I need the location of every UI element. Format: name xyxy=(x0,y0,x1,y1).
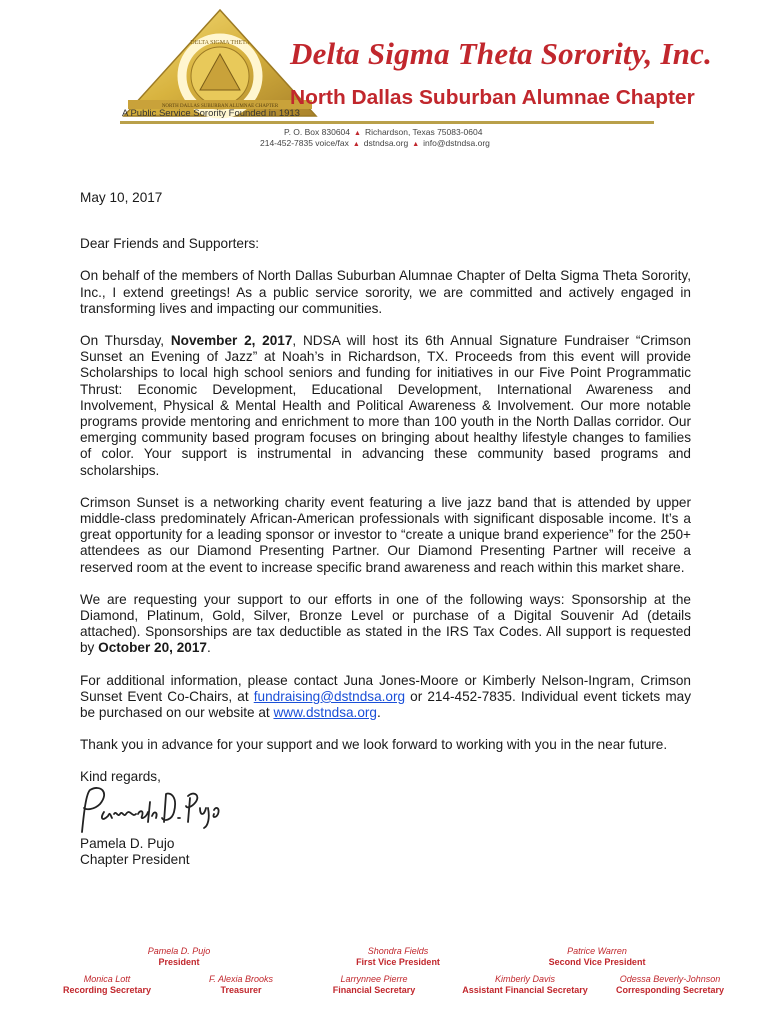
chapter-name: North Dallas Suburban Alumnae Chapter xyxy=(290,86,695,109)
closing: Kind regards, xyxy=(80,769,161,785)
officer-name: Patrice Warren xyxy=(567,946,627,956)
officer-president xyxy=(104,946,254,968)
letter-body xyxy=(80,190,691,868)
officer-treasurer xyxy=(166,974,316,996)
handwritten-signature xyxy=(70,782,240,840)
officer-name: Pamela D. Pujo xyxy=(147,946,211,956)
officer-title: Recording Secretary xyxy=(62,985,152,995)
letter-date: May 10, 2017 xyxy=(80,190,163,205)
org-name: Delta Sigma Theta Sorority, Inc. xyxy=(290,36,713,71)
officer-first-vp xyxy=(323,946,473,968)
officer-name: Monica Lott xyxy=(83,974,131,984)
mailing-address xyxy=(284,127,482,137)
officer-second-vp xyxy=(522,946,672,968)
event-text-a: On Thursday, xyxy=(80,333,171,349)
officer-name: Shondra Fields xyxy=(367,946,429,956)
phone-fax: 214-452-7835 voice/fax xyxy=(260,138,349,148)
officer-title: First Vice President xyxy=(356,957,440,967)
po-box: P. O. Box 830604 xyxy=(284,127,351,137)
officer-title: President xyxy=(158,957,200,967)
triangle-icon: ▲ xyxy=(354,130,361,137)
triangle-icon: ▲ xyxy=(412,141,420,148)
officer-title: Financial Secretary xyxy=(332,985,416,995)
event-text-b: , NDSA will host its 6th Annual Signature Fundraiser “Crimson Sunset an Evening of Jazz” at Noah’s in Richardson, TX. Proceeds from this event will provide Scholarships to local high school seniors and funding for initiatives in our Five Point Programmatic Thrust: Economic Development, Educational Development, International Awareness and Involvement, Physical & Mental Health and Political Awareness & Involvement. Our more notable programs provide mentoring and enrichment to more than 100 youth in the North Dallas corridor. Our emerging community based program focuses on bringing about healthy lifestyle changes to families of color. Your support is instrumental in advancing these community based programs and scholarships. xyxy=(80,333,691,478)
website-link[interactable]: www.dstndsa.org xyxy=(273,705,377,721)
contact-text-b: or 214-452-7835. Individual event tickets may be purchased on our website at xyxy=(80,688,691,721)
contact-text-a: For additional information, please contact Juna Jones-Moore or Kimberly Nelson-Ingram, Crimson Sunset Event Co-Chairs, at xyxy=(80,672,691,704)
contact-text-c: . xyxy=(376,705,381,721)
paragraph-contact xyxy=(80,673,691,722)
salutation: Dear Friends and Supporters: xyxy=(80,236,260,252)
gold-divider xyxy=(120,121,654,124)
paragraph-thanks: Thank you in advance for your support and we look forward to working with you in the near future. xyxy=(80,737,668,753)
paragraph-request xyxy=(80,592,691,657)
officer-corresponding-secretary xyxy=(595,974,745,996)
officer-title: Treasurer xyxy=(220,985,262,995)
officer-title: Second Vice President xyxy=(548,957,646,967)
email-text[interactable]: info@dstndsa.org xyxy=(423,138,490,148)
city-address: Richardson, Texas 75083-0604 xyxy=(364,127,483,137)
triangle-icon: ▲ xyxy=(352,141,360,148)
officer-name: Odessa Beverly-Johnson xyxy=(619,974,721,984)
request-text-a: We are requesting your support to our efforts in one of the following ways: Sponsorship at the Diamond, Platinum, Gold, Silver, Bronze Level or purchase of a Digital Souvenir Ad (details attached). Sponsorships are tax deductible as stated in the IRS Tax Codes. All support is requested by xyxy=(80,591,691,656)
tagline: A Public Service Sorority Founded in 1913 xyxy=(122,108,300,119)
officer-assistant-financial-secretary xyxy=(450,974,600,996)
logo-inner-text: NORTH DALLAS SUBURBAN ALUMNAE CHAPTER xyxy=(161,104,279,109)
paragraph-networking: Crimson Sunset is a networking charity event featuring a live jazz band that is attended by upper middle-class predominately African-American professionals with significant disposable income. It’s a great opportunity for a leading sponsor or investor to “create a unique brand experience” for the 250+ attendees as our Diamond Presenting Partner. Our Diamond Presenting Partner will receive a reserved room at the event to increase specific brand awareness and reach within this market share. xyxy=(80,494,691,575)
paragraph-intro: On behalf of the members of North Dallas Suburban Alumnae Chapter of Delta Sigma Theta Sorority, Inc., I extend greetings! As a public service sorority, we are committed and actively engaged in transforming lives and impacting our communities. xyxy=(80,268,691,316)
officer-title: Corresponding Secretary xyxy=(615,985,725,995)
contact-line xyxy=(260,138,490,148)
request-deadline: October 20, 2017 xyxy=(98,640,207,656)
logo-ring-text: DELTA SIGMA THETA xyxy=(190,40,250,46)
officer-financial-secretary xyxy=(299,974,449,996)
signer-name: Pamela D. Pujo xyxy=(80,835,175,851)
signer-title: Chapter President xyxy=(80,851,190,867)
signer-block xyxy=(80,836,691,868)
officer-recording-secretary xyxy=(32,974,182,996)
officer-name: F. Alexia Brooks xyxy=(208,974,274,984)
request-text-b: . xyxy=(206,640,211,656)
website-text[interactable]: dstndsa.org xyxy=(363,138,409,148)
event-date: November 2, 2017 xyxy=(170,333,293,349)
officer-name: Kimberly Davis xyxy=(494,974,555,984)
officer-title: Assistant Financial Secretary xyxy=(462,985,588,995)
paragraph-event xyxy=(80,333,691,479)
officer-name: Larrynnee Pierre xyxy=(340,974,408,984)
fundraising-email-link[interactable]: fundraising@dstndsa.org xyxy=(253,688,406,704)
